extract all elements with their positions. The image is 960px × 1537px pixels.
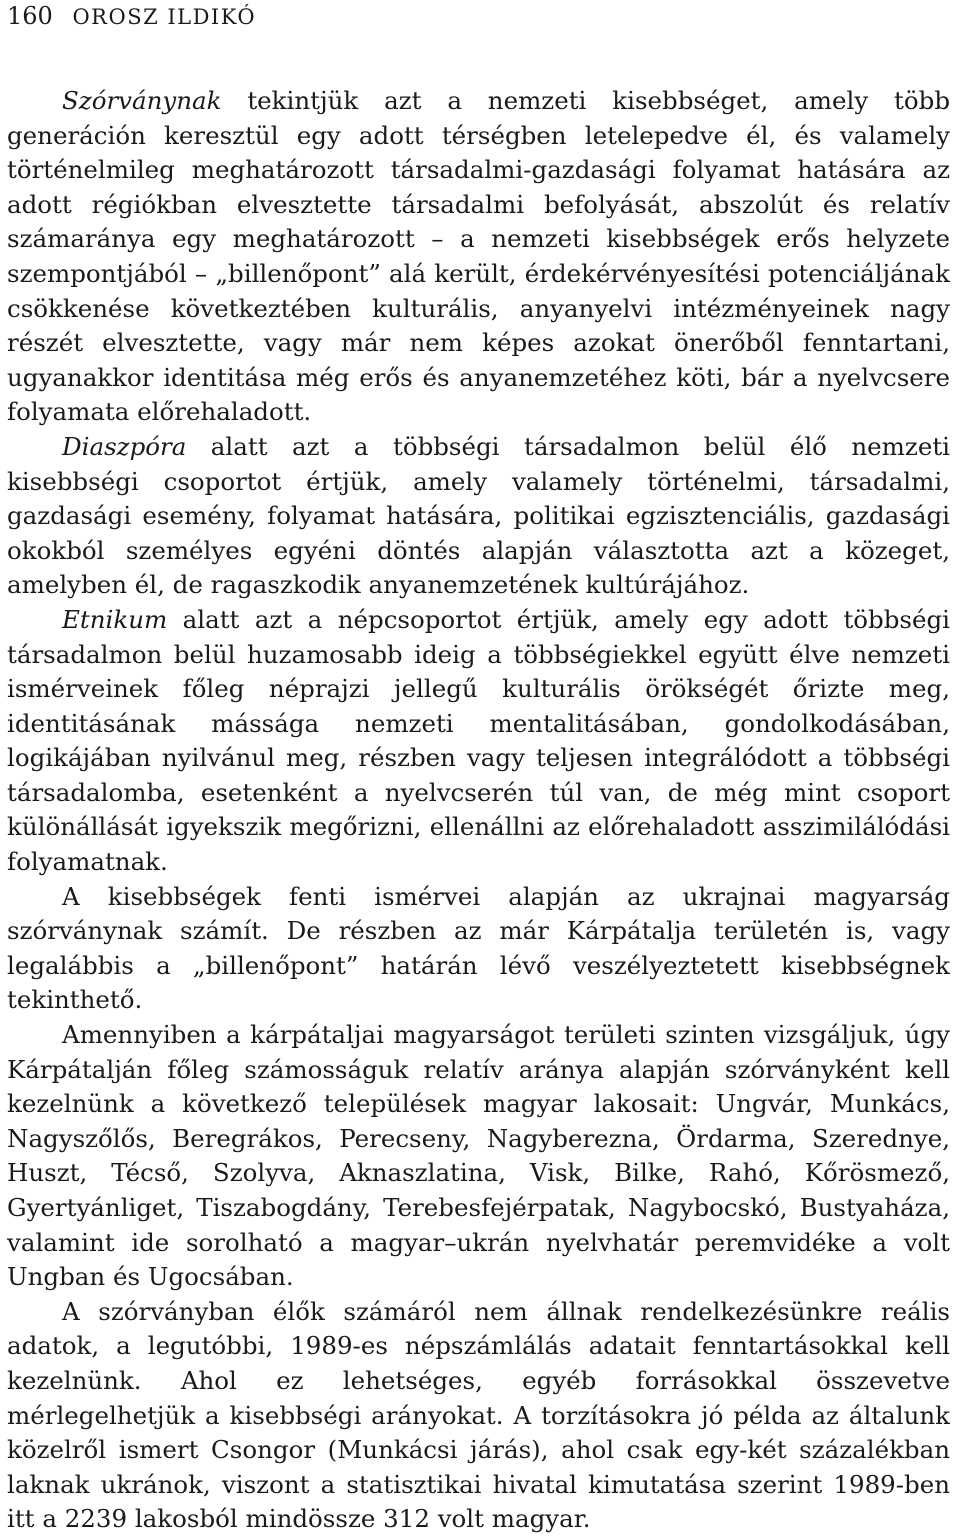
running-header xyxy=(7,2,256,31)
paragraph-text: tekintjük azt a nemzeti kisebbséget, amely több generáción keresztül egy adott térségben letelepedve él, és valamely történelmileg meghatározott társadalmi-gazdasági folyamat hatására az adott régiókban elvesztette társadalmi befolyását, abszolút és relatív számaránya egy meghatározott – a nemzeti kisebbségek erős helyzete szempontjából – „billenőpont” alá került, érdekérvényesítési potenciáljának csökkenése következtében kulturális, anyanyelvi intézményeinek nagy részét elvesztette, vagy már nem képes azokat önerőből fenntartani, ugyanakkor identitása még erős és anyanemzetéhez köti, bár a nyelvcsere folyamata előrehaladott. xyxy=(7,86,950,427)
paragraph-nepszamlalas xyxy=(7,1295,950,1537)
paragraph-telepulesek xyxy=(7,1018,950,1295)
paragraph-kisebbsegek xyxy=(7,880,950,1018)
paragraph-text: A szórványban élők számáról nem állnak rendelkezésünkre reális adatok, a legutóbbi, 1989-es népszámlálás adatait fenntartásokkal kell kezelnünk. Ahol ez lehetséges, egyéb forrásokkal összevetve mérlegelhetjük a kisebbségi arányokat. A torzításokra jó példa az általunk közelről ismert Csongor (Munkácsi járás), ahol csak egy-két százalékban laknak ukránok, viszont a statisztikai hivatal kimutatása szerint 1989-ben itt a 2239 lakosból mindössze 312 volt magyar. xyxy=(7,1296,950,1534)
term-diaszpora: Diaszpóra xyxy=(62,431,187,461)
page-number: 160 xyxy=(7,2,53,30)
paragraph-diaszpora xyxy=(7,430,950,603)
paragraph-text: Amennyiben a kárpátaljai magyarságot területi szinten vizsgáljuk, úgy Kárpátalján főleg számosságuk relatív aránya alapján szórványként kell kezelnünk a következő települések magyar lakosait: Ungvár, Munkács, Nagyszőlős, Beregrákos, Perecseny, Nagyberezna, Ördarma, Szerednye, Huszt, Técső, Szolyva, Aknaszlatina, Visk, Bilke, Rahó, Kőrösmező, Gyertyánliget, Tiszabogdány, Terebesfejérpatak, Nagybocskó, Bustyaháza, valamint ide sorolható a magyar–ukrán nyelvhatár peremvidéke a volt Ungban és Ugocsában. xyxy=(7,1020,950,1292)
term-szorvany: Szórványnak xyxy=(62,86,222,115)
paragraph-text: alatt azt a többségi társadalmon belül élő nemzeti kisebbségi csoportot értjük, amely valamely történelmi, társadalmi, gazdasági esemény, folyamat hatására, politikai egzisztenciális, gazdasági okokból személyes egyéni döntés alapján választotta azt a közeget, amelyben él, de ragaszkodik anyanemzetének kultúrájához. xyxy=(7,431,950,600)
running-author: OROSZ ILDIKÓ xyxy=(72,5,257,29)
paragraph-text: A kisebbségek fenti ismérvei alapján az ukrajnai magyarság szórványnak számít. De részben az már Kárpátalja területén is, vagy legalábbis a „billenőpont” határán lévő veszélyeztetett kisebbségnek tekinthető. xyxy=(7,881,950,1015)
paragraph-text: alatt azt a népcsoportot értjük, amely egy adott többségi társadalmon belül huzamosabb ideig a többségiekkel együtt élve nemzeti ismérveinek főleg néprajzi jellegű kulturális örökségét őrizte meg, identitásának mássága nemzeti mentalitásában, gondolkodásában, logikájában nyilvánul meg, részben vagy teljesen integrálódott a többségi társadalomba, esetenként a nyelvcserén túl van, de még mint csoport különállását igyekszik megőrizni, ellenállni az előrehaladott asszimilálódási folyamatnak. xyxy=(7,604,950,877)
body-text xyxy=(7,84,950,1537)
paragraph-szorvany xyxy=(7,84,950,430)
paragraph-etnikum xyxy=(7,603,950,880)
term-etnikum: Etnikum xyxy=(62,604,168,634)
